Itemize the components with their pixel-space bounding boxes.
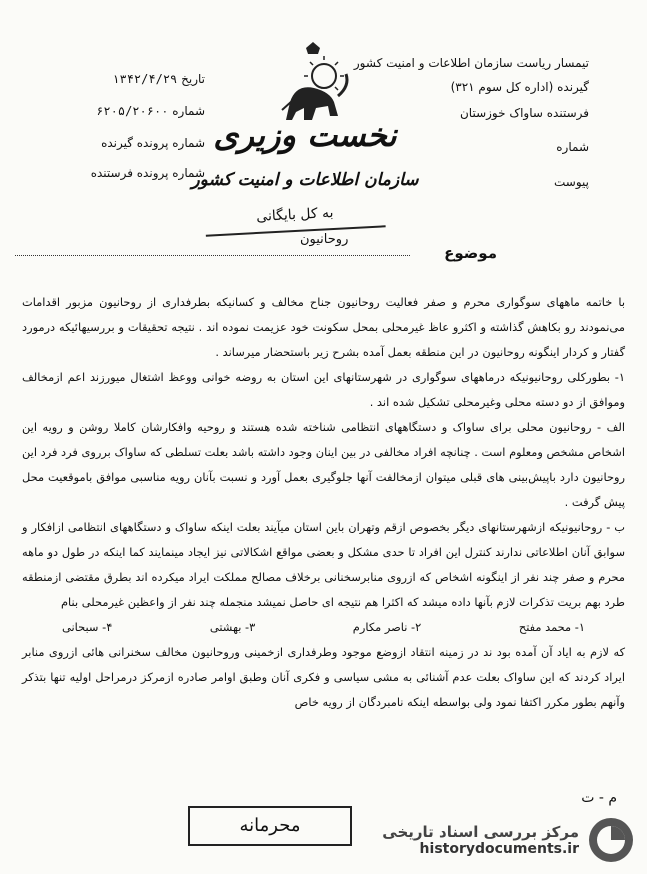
- ministry-title: نخست وزیری: [213, 116, 397, 154]
- number-value: ۶۲۰۵/۲۰۶۰۰: [96, 104, 169, 118]
- sender-file-label: شماره پرونده فرستنده: [90, 166, 205, 180]
- receiver-file-label: شماره پرونده گیرنده: [101, 136, 205, 150]
- watermark-url: historydocuments.ir: [419, 841, 579, 857]
- body-paragraph-alef: الف - روحانیون محلی برای ساواک و دستگاههای انتظامی شناخته شده هستند و روحیه وافکارشان کاملا روشن و رویه این اشخاص مشخص ومعلوم است . چنانچه افراد مخالفی در بین اینان وجود داشته باشد بعلت تسلطی که ساواک برروی فرد فرد این روحانیون دارد باپیش‌بینی های قبلی میتوان ازمخالفت آنها جلوگیری بعمل آورد و نسبت بآنان رویه مناسبی موافق باموقعیت محل پیش گرفت .: [22, 420, 625, 509]
- number-label: شماره: [172, 104, 205, 118]
- letter-body: [22, 290, 625, 715]
- name-item: ۱- محمد مفتح: [518, 620, 585, 634]
- date-field: [40, 72, 205, 86]
- number-field: [40, 104, 205, 118]
- archive-watermark: [335, 810, 635, 870]
- name-item: ۲- ناصر مکارم: [352, 620, 422, 634]
- name-item: ۴- سبحانی: [62, 620, 113, 634]
- body-paragraph-closing: که لازم به ایاد آن آمده بود ند در زمینه انتقاد ازوضع موجود وطرفداری ازخمینی وروحانیون مخالف سخنرانی هائی ازروی منابر ایراد کردند که این ساواک بعلت عدم آشنائی به مشی سیاسی و فکری آنان وطبق اوامر صادره ازمرکز درمراحل اولیه تنها بتذکر وآنهم بطور مکرر اکتفا نمود ولی بواسطه اینکه نامبردگان از رویه خاص: [22, 645, 625, 709]
- signature-initials: م - ت: [581, 790, 617, 806]
- name-item: ۳- بهشتی: [209, 620, 256, 634]
- archive-stamp: به کل بایگانی: [204, 197, 385, 236]
- body-paragraph-be: ب - روحانیونیکه ازشهرستانهای دیگر بخصوص ازقم وتهران باین استان میآیند بعلت اینکه ساواک و دستگاههای انتظامی ازافکار و سوابق آنان اطلاعاتی ندارند کنترل این افراد تا حدی مشکل و بعضی مواقع اشکالاتی نیز ایجاد مینمایند کما اینکه در طول دو ماهه محرم و صفر چند نفر از اینگونه اشخاص که ازروی منابرسخنانی برخلاف مصالح مملکت ایراد میکرده اند بطرق مقتضی ازمنطقه طرد بهم بریت تذکرات لازم بآنها داده میشد که اکثرا هم نتیجه ای حاصل نمیشد منجمله چند نفر از واعظین غیرمحلی بنام: [22, 520, 625, 609]
- date-label: تاریخ: [181, 72, 205, 86]
- clerics-name-list: [22, 615, 625, 640]
- confidential-stamp: محرمانه: [188, 806, 352, 846]
- attachment-label: پیوست: [554, 175, 589, 189]
- receiver-line: گیرنده (اداره کل سوم ۳۲۱): [450, 80, 589, 94]
- organization-title: سازمان اطلاعات و امنیت کشور: [191, 170, 419, 190]
- watermark-title: مرکز بررسی اسناد تاریخی: [382, 823, 579, 841]
- archive-logo-icon: [587, 816, 635, 864]
- recipient-line: تیمسار ریاست سازمان اطلاعات و امنیت کشور: [353, 56, 589, 70]
- sender-line: فرستنده ساواک خوزستان: [459, 106, 589, 120]
- subject-label: موضوع: [444, 244, 497, 262]
- body-paragraph-intro: با خاتمه ماههای سوگواری محرم و صفر فعالیت روحانیون جناح مخالف و کسانیکه بطرفداری از روحانیون مزبور اقدامات می‌نمودند رو بکاهش گذاشته و اکثرو عاظ غیرمحلی بمحل سکونت خود عزیمت نموده اند . نتیجه تحقیقات و بررسیهائیکه درمورد گفتار و کردار اینگونه روحانیون در این منطقه بعمل آمده بشرح زیر باستحضار میرساند .: [22, 295, 625, 359]
- number-right-label: شماره: [556, 140, 589, 154]
- subject-value: روحانیون: [300, 232, 349, 247]
- date-value: ۱۳۴۲/۴/۲۹: [112, 72, 178, 86]
- body-paragraph-1: ۱- بطورکلی روحانیونیکه درماههای سوگواری در شهرستانهای این استان به روضه خوانی ووعظ اشتغال میورزند اعم ازمخالف وموافق از دو دسته محلی وغیرمحلی تشکیل شده اند .: [22, 370, 625, 409]
- subject-divider: [15, 255, 410, 256]
